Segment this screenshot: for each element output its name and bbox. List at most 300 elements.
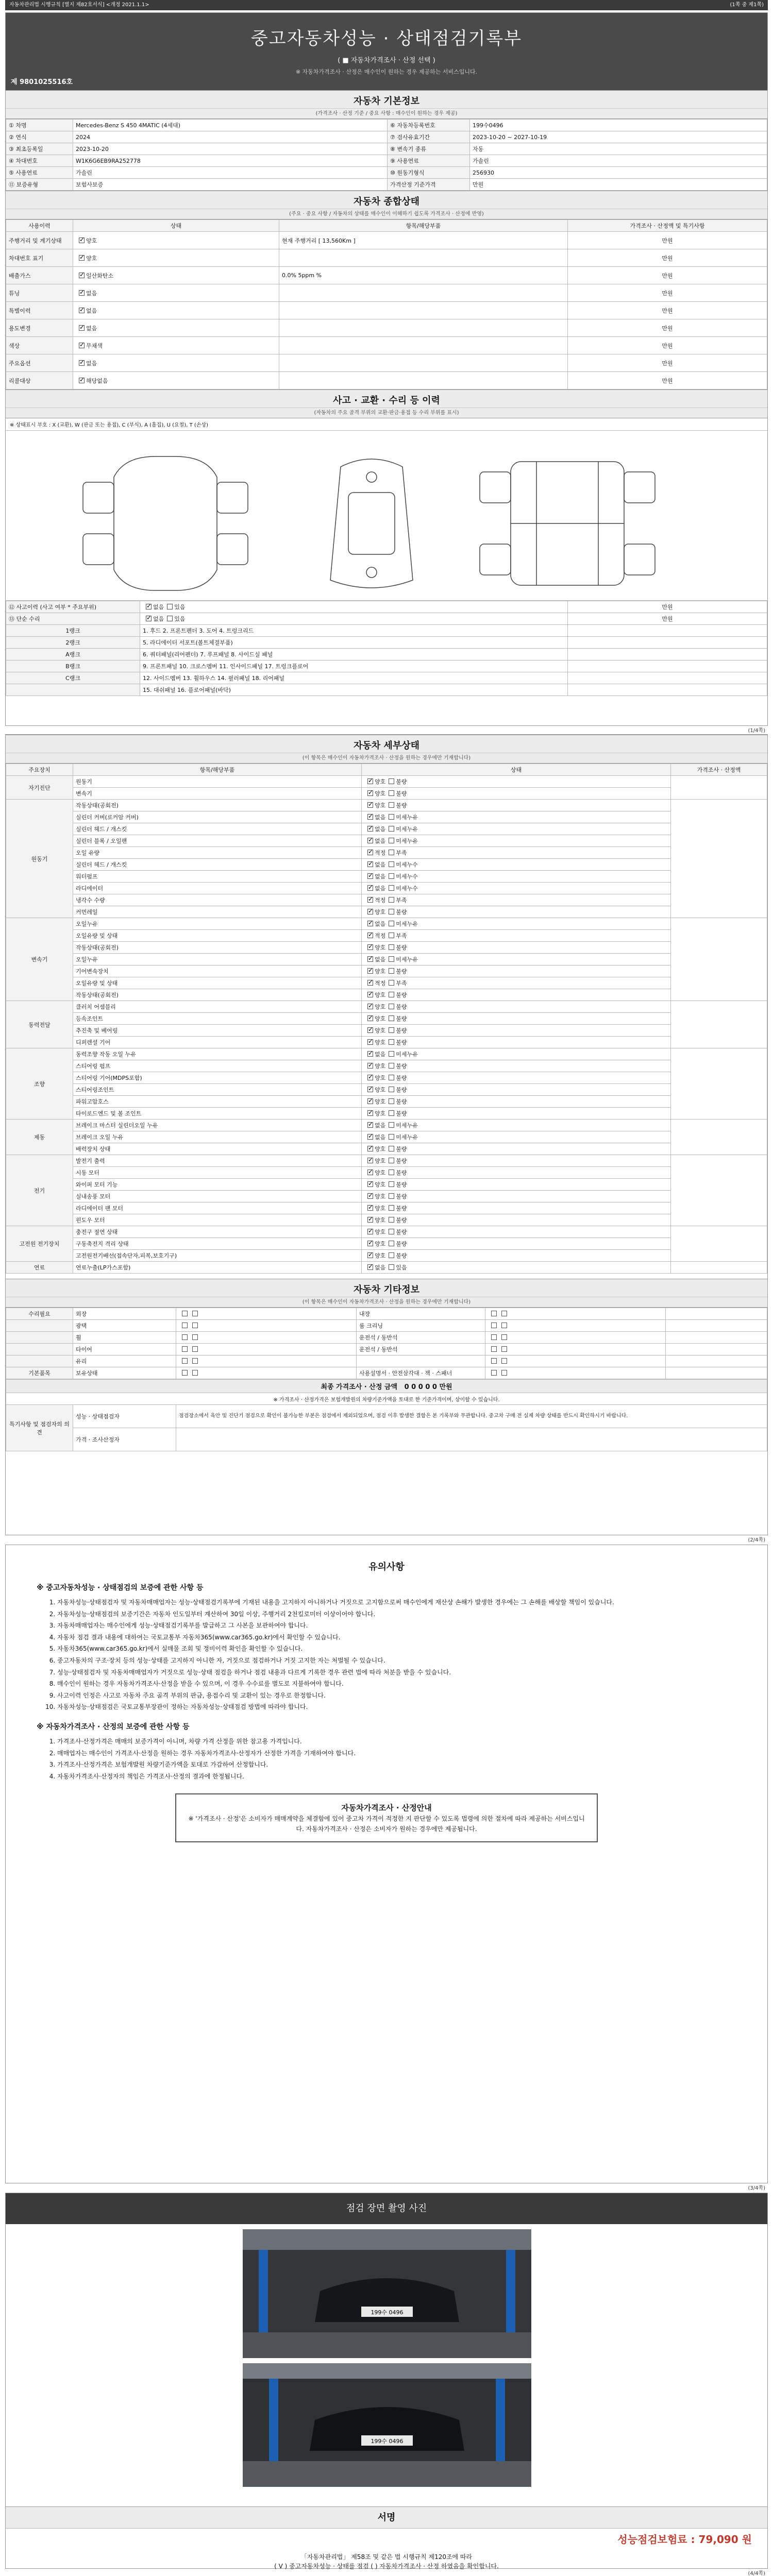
detail-state-option[interactable]: [364, 1193, 385, 1200]
detail-alt-option[interactable]: [385, 1181, 407, 1188]
checkbox-icon[interactable]: [367, 885, 373, 891]
detail-alt-option[interactable]: [385, 921, 418, 927]
checkbox-icon[interactable]: [79, 238, 85, 243]
checkbox-icon[interactable]: [367, 921, 373, 926]
checkbox-icon[interactable]: [367, 861, 373, 867]
checkbox-icon[interactable]: [367, 790, 373, 796]
detail-state-option[interactable]: [364, 1004, 385, 1010]
detail-state-cell: [362, 1001, 671, 1013]
accident-none-option[interactable]: [143, 616, 164, 622]
overall-state-cell: [73, 267, 279, 284]
detail-alt-option[interactable]: [385, 1252, 407, 1259]
checkbox-icon[interactable]: [389, 956, 394, 962]
detail-item: 작동상태(공회전): [73, 800, 362, 811]
checkbox-icon[interactable]: [367, 1015, 373, 1021]
option-label: 양호: [375, 1181, 386, 1188]
detail-row: [6, 1238, 767, 1250]
overall-row: [6, 267, 767, 284]
checkbox-icon[interactable]: [79, 273, 85, 278]
detail-alt-option[interactable]: [385, 838, 418, 844]
detail-alt-option[interactable]: [385, 909, 407, 916]
detail-row: [6, 1013, 767, 1025]
checkbox-icon[interactable]: [367, 826, 373, 832]
checkbox-icon[interactable]: [182, 1370, 188, 1376]
checkbox-icon[interactable]: [491, 1323, 497, 1328]
checkbox-icon[interactable]: [389, 885, 394, 891]
checkbox-icon[interactable]: [389, 1075, 394, 1080]
detail-alt-option[interactable]: [385, 1134, 418, 1141]
overall-item: 리콜대상: [6, 372, 73, 389]
detail-alt-option[interactable]: [385, 873, 418, 880]
checkbox-icon[interactable]: [79, 325, 85, 331]
detail-state-option[interactable]: [364, 838, 385, 844]
checkbox-icon[interactable]: [491, 1311, 497, 1316]
checkbox-icon[interactable]: [79, 343, 85, 348]
checkbox-icon[interactable]: [389, 826, 394, 832]
overall-price: 만원: [568, 337, 767, 354]
car-lift-photo-rear: [243, 2363, 531, 2487]
detail-state-option[interactable]: [364, 897, 385, 904]
detail-state-option[interactable]: [364, 1264, 385, 1271]
detail-alt-option[interactable]: [385, 1015, 407, 1022]
detail-item: 타이로드엔드 및 볼 조인트: [73, 1108, 362, 1120]
option-label: 양호: [375, 778, 386, 785]
checkbox-icon[interactable]: [192, 1323, 198, 1328]
checkbox-icon[interactable]: [367, 1181, 373, 1187]
detail-state-option[interactable]: [364, 1051, 385, 1058]
checkbox-icon[interactable]: [367, 1004, 373, 1009]
checkbox-icon[interactable]: [182, 1334, 188, 1340]
detail-state-option[interactable]: [364, 850, 385, 856]
overall-state: 없음: [86, 360, 97, 367]
checkbox-icon[interactable]: [79, 378, 85, 383]
checkbox-icon[interactable]: [367, 1087, 373, 1092]
checkbox-icon[interactable]: [389, 1205, 394, 1211]
detail-alt-option[interactable]: [385, 790, 407, 797]
detail-state-cell: [362, 1262, 671, 1274]
detail-state-option[interactable]: [364, 1146, 385, 1153]
checkbox-icon[interactable]: [182, 1323, 188, 1328]
option-label: 양호: [375, 968, 386, 975]
detail-alt-option[interactable]: [385, 1217, 407, 1224]
detail-state-option[interactable]: [364, 790, 385, 797]
detail-alt-option[interactable]: [385, 1158, 407, 1164]
checkbox-icon[interactable]: [389, 1229, 394, 1234]
checkbox-icon[interactable]: [389, 1146, 394, 1151]
checkbox-icon[interactable]: [367, 980, 373, 986]
detail-state-option[interactable]: [364, 802, 385, 809]
detail-alt-option[interactable]: [385, 1146, 407, 1153]
detail-state-option[interactable]: [364, 861, 385, 868]
detail-alt-option[interactable]: [385, 1170, 407, 1176]
detail-state-option[interactable]: [364, 944, 385, 951]
checkbox-icon[interactable]: [389, 1004, 394, 1009]
detail-item: 브레이크 마스터 실린더오일 누유: [73, 1120, 362, 1131]
checkbox-icon[interactable]: [389, 1051, 394, 1057]
checkbox-icon[interactable]: [389, 1252, 394, 1258]
option-label: 양호: [375, 1158, 386, 1164]
basic-label: ③ 최초등록일: [6, 143, 73, 155]
detail-alt-option[interactable]: [385, 1004, 407, 1010]
detail-item: 오일누유: [73, 918, 362, 930]
checkbox-icon[interactable]: [367, 1146, 373, 1151]
others-price-cell: [666, 1367, 767, 1379]
checkbox-icon[interactable]: [389, 980, 394, 986]
checkbox-icon[interactable]: [389, 873, 394, 879]
checkbox-icon[interactable]: [367, 814, 373, 820]
checkbox-icon[interactable]: [367, 1205, 373, 1211]
checkbox-icon[interactable]: [367, 909, 373, 914]
detail-row: [6, 823, 767, 835]
checkbox-icon[interactable]: [501, 1370, 507, 1376]
checkbox-icon[interactable]: [389, 1110, 394, 1116]
detail-state-option[interactable]: [364, 956, 385, 963]
detail-alt-option[interactable]: [385, 897, 407, 904]
accident-rank: B랭크: [6, 660, 140, 672]
option-label: 없음: [153, 604, 164, 611]
checkbox-icon[interactable]: [389, 909, 394, 914]
detail-state-option[interactable]: [364, 992, 385, 998]
detail-state-option[interactable]: [364, 980, 385, 987]
checkbox-icon[interactable]: [389, 968, 394, 974]
checkbox-icon[interactable]: [389, 1181, 394, 1187]
checkbox-icon[interactable]: [367, 992, 373, 997]
basic-label: ① 차명: [6, 120, 73, 131]
checkbox-icon[interactable]: [367, 1098, 373, 1104]
checkbox-icon[interactable]: [182, 1311, 188, 1316]
detail-state-option[interactable]: [364, 1229, 385, 1235]
accident-yes-option[interactable]: [164, 604, 185, 611]
detail-state-option[interactable]: [364, 1122, 385, 1129]
detail-state-option[interactable]: [364, 826, 385, 833]
basic-label: ④ 차대번호: [6, 155, 73, 167]
checkbox-icon[interactable]: [367, 1122, 373, 1128]
checkbox-icon[interactable]: [367, 778, 373, 784]
checkbox-icon[interactable]: [367, 933, 373, 938]
detail-alt-option[interactable]: [385, 826, 418, 833]
checkbox-icon[interactable]: [367, 1193, 373, 1199]
checkbox-icon[interactable]: [389, 861, 394, 867]
checkbox-icon[interactable]: [389, 944, 394, 950]
detail-state-option[interactable]: [364, 1098, 385, 1105]
detail-row: [6, 977, 767, 989]
notice-list-1: [57, 1598, 726, 1712]
special-notes-label: 특기사항 및 점검자의 의견: [6, 1405, 73, 1451]
detail-state-option[interactable]: [364, 1039, 385, 1046]
basic-value: 가솔린: [73, 167, 388, 179]
detail-row: [6, 1001, 767, 1013]
detail-state-option[interactable]: [364, 1181, 385, 1188]
checkbox-icon[interactable]: [367, 838, 373, 843]
accident-price: 만원: [568, 613, 767, 625]
others-row: [6, 1320, 767, 1332]
detail-main-device: 조향: [6, 1048, 73, 1120]
option-label: 불량: [396, 1039, 407, 1046]
detail-item: 동력조향 작동 오일 누유: [73, 1048, 362, 1060]
checkbox-icon[interactable]: [501, 1346, 507, 1352]
detail-state-option[interactable]: [364, 921, 385, 927]
basic-info-row: [6, 120, 767, 131]
checkbox-icon[interactable]: [146, 604, 152, 609]
detail-state-cell: [362, 1108, 671, 1120]
checkbox-icon[interactable]: [389, 802, 394, 808]
others-note: (이 항목은 매수인이 자동차가격조사 · 산정을 원하는 경우에만 기재합니다): [6, 1297, 767, 1308]
detail-state-option[interactable]: [364, 873, 385, 880]
checkbox-icon[interactable]: [367, 956, 373, 962]
others-item-2: 운전석 / 동반석: [357, 1344, 485, 1355]
others-state-cell-2: [485, 1332, 666, 1344]
checkbox-icon[interactable]: [389, 1122, 394, 1128]
checkbox-icon[interactable]: [389, 1193, 394, 1199]
checkbox-icon[interactable]: [389, 1170, 394, 1175]
checkbox-icon[interactable]: [491, 1346, 497, 1352]
detail-state-option[interactable]: [364, 1158, 385, 1164]
basic-value: Mercedes-Benz S 450 4MATIC (4세대): [73, 120, 388, 131]
checkbox-icon[interactable]: [367, 802, 373, 808]
checkbox-icon[interactable]: [367, 1170, 373, 1175]
checkbox-icon[interactable]: [367, 1039, 373, 1045]
checkbox-icon[interactable]: [367, 1027, 373, 1033]
checkbox-icon[interactable]: [389, 1063, 394, 1069]
detail-state-option[interactable]: [364, 1015, 385, 1022]
option-label: 불량: [396, 1205, 407, 1212]
detail-state-option[interactable]: [364, 1087, 385, 1093]
checkbox-icon[interactable]: [389, 790, 394, 796]
checkbox-icon[interactable]: [389, 1098, 394, 1104]
detail-alt-option[interactable]: [385, 1205, 407, 1212]
checkbox-icon[interactable]: [79, 360, 85, 366]
form-topbar: [5, 0, 768, 10]
detail-state-option[interactable]: [364, 1241, 385, 1247]
detail-alt-option[interactable]: [385, 1075, 407, 1081]
checkbox-icon[interactable]: [389, 1241, 394, 1246]
overall-state-cell: [73, 232, 279, 249]
detail-alt-option[interactable]: [385, 802, 407, 809]
detail-state-option[interactable]: [364, 1027, 385, 1034]
detail-row: [6, 883, 767, 894]
detail-row: [6, 1179, 767, 1191]
checkbox-icon[interactable]: [146, 616, 152, 621]
checkbox-icon[interactable]: [389, 1134, 394, 1140]
others-main: [6, 1332, 73, 1344]
detail-price-cell: [671, 1120, 767, 1155]
checkbox-icon[interactable]: [389, 1039, 394, 1045]
checkbox-icon[interactable]: [367, 1110, 373, 1116]
overall-state: 양호: [86, 237, 97, 244]
checkbox-icon[interactable]: [367, 1158, 373, 1163]
checkbox-icon[interactable]: [389, 1015, 394, 1021]
detail-row: [6, 1131, 767, 1143]
checkbox-icon[interactable]: [367, 1229, 373, 1234]
checkbox-icon[interactable]: [501, 1323, 507, 1328]
detail-state-option[interactable]: [364, 1075, 385, 1081]
others-state-cell-2: [485, 1355, 666, 1367]
inspector-label: 성능 · 상태점검자: [73, 1405, 176, 1428]
detail-alt-option[interactable]: [385, 992, 407, 998]
accident-part-row: [6, 684, 767, 696]
checkbox-icon[interactable]: [367, 1264, 373, 1270]
checkbox-icon[interactable]: [167, 616, 173, 621]
accident-part-row: [6, 660, 767, 672]
others-item-2: 사용설명서 · 안전삼각대 · 잭 · 스패너: [357, 1367, 485, 1379]
detail-item: 오일 유량: [73, 847, 362, 859]
detail-state-option[interactable]: [364, 1205, 385, 1212]
checkbox-icon[interactable]: [389, 1027, 394, 1033]
signature-section: [6, 2506, 767, 2568]
checkbox-icon[interactable]: [367, 1217, 373, 1223]
basic-value: 2024: [73, 131, 388, 143]
checkbox-icon[interactable]: [192, 1311, 198, 1316]
basic-info-title: 자동차 기본정보: [6, 90, 767, 109]
basic-info-table: [6, 119, 767, 191]
detail-state-option[interactable]: [364, 1134, 385, 1141]
accident-yes-option[interactable]: [164, 616, 185, 622]
checkbox-icon[interactable]: [79, 290, 85, 296]
detail-state-option[interactable]: [364, 1217, 385, 1224]
detail-state-option[interactable]: [364, 1170, 385, 1176]
checkbox-icon[interactable]: [501, 1334, 507, 1340]
notice-item: 3. 가격조사·산정가격은 보험개발원 차량기준가액을 토대로 가감하여 산정합니다.: [57, 1760, 726, 1770]
checkbox-icon[interactable]: [501, 1311, 507, 1316]
checkbox-icon[interactable]: [367, 1241, 373, 1246]
detail-alt-option[interactable]: [385, 1264, 407, 1271]
accident-parts: 12. 사이드멤버 13. 휠하우스 14. 필러패널 18. 리어패널: [140, 672, 568, 684]
detail-state-option[interactable]: [364, 1252, 385, 1259]
checkbox-icon[interactable]: [79, 255, 85, 261]
appraiser-label: 가격 · 조사산정자: [73, 1428, 176, 1451]
detail-alt-option[interactable]: [385, 944, 407, 951]
checkbox-icon[interactable]: [389, 1264, 394, 1270]
checkbox-icon[interactable]: [389, 850, 394, 855]
checkbox-icon[interactable]: [367, 1063, 373, 1069]
checkbox-icon[interactable]: [389, 933, 394, 938]
detail-state-option[interactable]: [364, 885, 385, 892]
checkbox-icon[interactable]: [389, 838, 394, 843]
detail-state-option[interactable]: [364, 933, 385, 939]
checkbox-icon[interactable]: [367, 1134, 373, 1140]
checkbox-icon[interactable]: [192, 1346, 198, 1352]
detail-alt-option[interactable]: [385, 1098, 407, 1105]
overall-row: [6, 319, 767, 337]
detail-alt-option[interactable]: [385, 850, 407, 856]
detail-item: 구동축전지 격리 상태: [73, 1238, 362, 1250]
basic-value: W1K6G6EB9RA252778: [73, 155, 388, 167]
option-label: 양호: [375, 1015, 386, 1022]
checkbox-icon[interactable]: [367, 1252, 373, 1258]
detail-alt-option[interactable]: [385, 778, 407, 785]
detail-alt-option[interactable]: [385, 956, 418, 963]
checkbox-icon[interactable]: [367, 968, 373, 974]
detail-status-title: 자동차 세부상태: [6, 735, 767, 753]
detail-state-option[interactable]: [364, 1063, 385, 1070]
checkbox-icon[interactable]: [192, 1358, 198, 1364]
detail-price-cell: [671, 1001, 767, 1048]
detail-alt-option[interactable]: [385, 1193, 407, 1200]
option-label: 미세누수: [396, 873, 418, 880]
detail-item: 라디에이터: [73, 883, 362, 894]
detail-alt-option[interactable]: [385, 1087, 407, 1093]
detail-item: 배력장치 상태: [73, 1143, 362, 1155]
basic-label-2: 가격산정 기준가격: [388, 179, 470, 191]
detail-state-cell: [362, 1025, 671, 1037]
checkbox-icon[interactable]: [389, 778, 394, 784]
checkbox-icon[interactable]: [389, 814, 394, 820]
photo-section-title: 점검 장면 촬영 사진: [6, 2193, 767, 2224]
detail-alt-option[interactable]: [385, 1110, 407, 1117]
checkbox-icon[interactable]: [367, 944, 373, 950]
checkbox-icon[interactable]: [501, 1358, 507, 1364]
detail-main-device: 동력전달: [6, 1001, 73, 1048]
checkbox-icon[interactable]: [389, 992, 394, 997]
detail-alt-option[interactable]: [385, 933, 407, 939]
checkbox-icon[interactable]: [367, 897, 373, 903]
detail-state-option[interactable]: [364, 1110, 385, 1117]
overall-state: 양호: [86, 255, 97, 262]
accident-none-option[interactable]: [143, 604, 164, 611]
detail-state-option[interactable]: [364, 909, 385, 916]
detail-item: 스티어링 기어(MDPS포함): [73, 1072, 362, 1084]
checkbox-icon[interactable]: [192, 1334, 198, 1340]
checkbox-icon[interactable]: [367, 873, 373, 879]
checkbox-icon[interactable]: [167, 604, 173, 609]
basic-label-2: ⑩ 원동기형식: [388, 167, 470, 179]
detail-state-cell: [362, 871, 671, 883]
detail-alt-option[interactable]: [385, 885, 418, 892]
detail-alt-option[interactable]: [385, 1051, 418, 1058]
checkbox-icon[interactable]: [389, 1158, 394, 1163]
checkbox-icon[interactable]: [389, 897, 394, 903]
checkbox-icon[interactable]: [491, 1358, 497, 1364]
checkbox-icon[interactable]: [491, 1334, 497, 1340]
detail-alt-option[interactable]: [385, 980, 407, 987]
option-label: 없음: [375, 885, 386, 892]
checkbox-icon[interactable]: [367, 850, 373, 855]
detail-alt-option[interactable]: [385, 861, 418, 868]
detail-alt-option[interactable]: [385, 1039, 407, 1046]
option-label: 부족: [396, 980, 407, 987]
checkbox-icon[interactable]: [182, 1346, 188, 1352]
detail-alt-option[interactable]: [385, 1241, 407, 1247]
detail-alt-option[interactable]: [385, 968, 407, 975]
others-price-cell: [666, 1308, 767, 1320]
detail-state-option[interactable]: [364, 814, 385, 821]
detail-alt-option[interactable]: [385, 814, 418, 821]
checkbox-icon[interactable]: [367, 1051, 373, 1057]
document-subtitle: ( ■ 자동차가격조사 · 산정 선택 ): [338, 57, 435, 64]
checkbox-icon[interactable]: [389, 1217, 394, 1223]
option-label: 부족: [396, 850, 407, 856]
detail-alt-option[interactable]: [385, 1063, 407, 1070]
checkbox-icon[interactable]: [79, 308, 85, 313]
detail-state-option[interactable]: [364, 778, 385, 785]
overall-row: [6, 249, 767, 267]
checkbox-icon[interactable]: [491, 1370, 497, 1376]
option-label: 불량: [396, 1229, 407, 1235]
detail-alt-option[interactable]: [385, 1229, 407, 1235]
checkbox-icon[interactable]: [367, 1075, 373, 1080]
detail-state-option[interactable]: [364, 968, 385, 975]
detail-state-cell: [362, 800, 671, 811]
checkbox-icon[interactable]: [182, 1358, 188, 1364]
appraisal-guide-box: [175, 1793, 598, 1842]
checkbox-icon[interactable]: [192, 1370, 198, 1376]
checkbox-icon[interactable]: [389, 1087, 394, 1092]
detail-alt-option[interactable]: [385, 1122, 418, 1129]
detail-alt-option[interactable]: [385, 1027, 407, 1034]
detail-col-state: 상태: [362, 764, 671, 776]
option-label: 미세누유: [396, 1134, 418, 1141]
checkbox-icon[interactable]: [389, 921, 394, 926]
